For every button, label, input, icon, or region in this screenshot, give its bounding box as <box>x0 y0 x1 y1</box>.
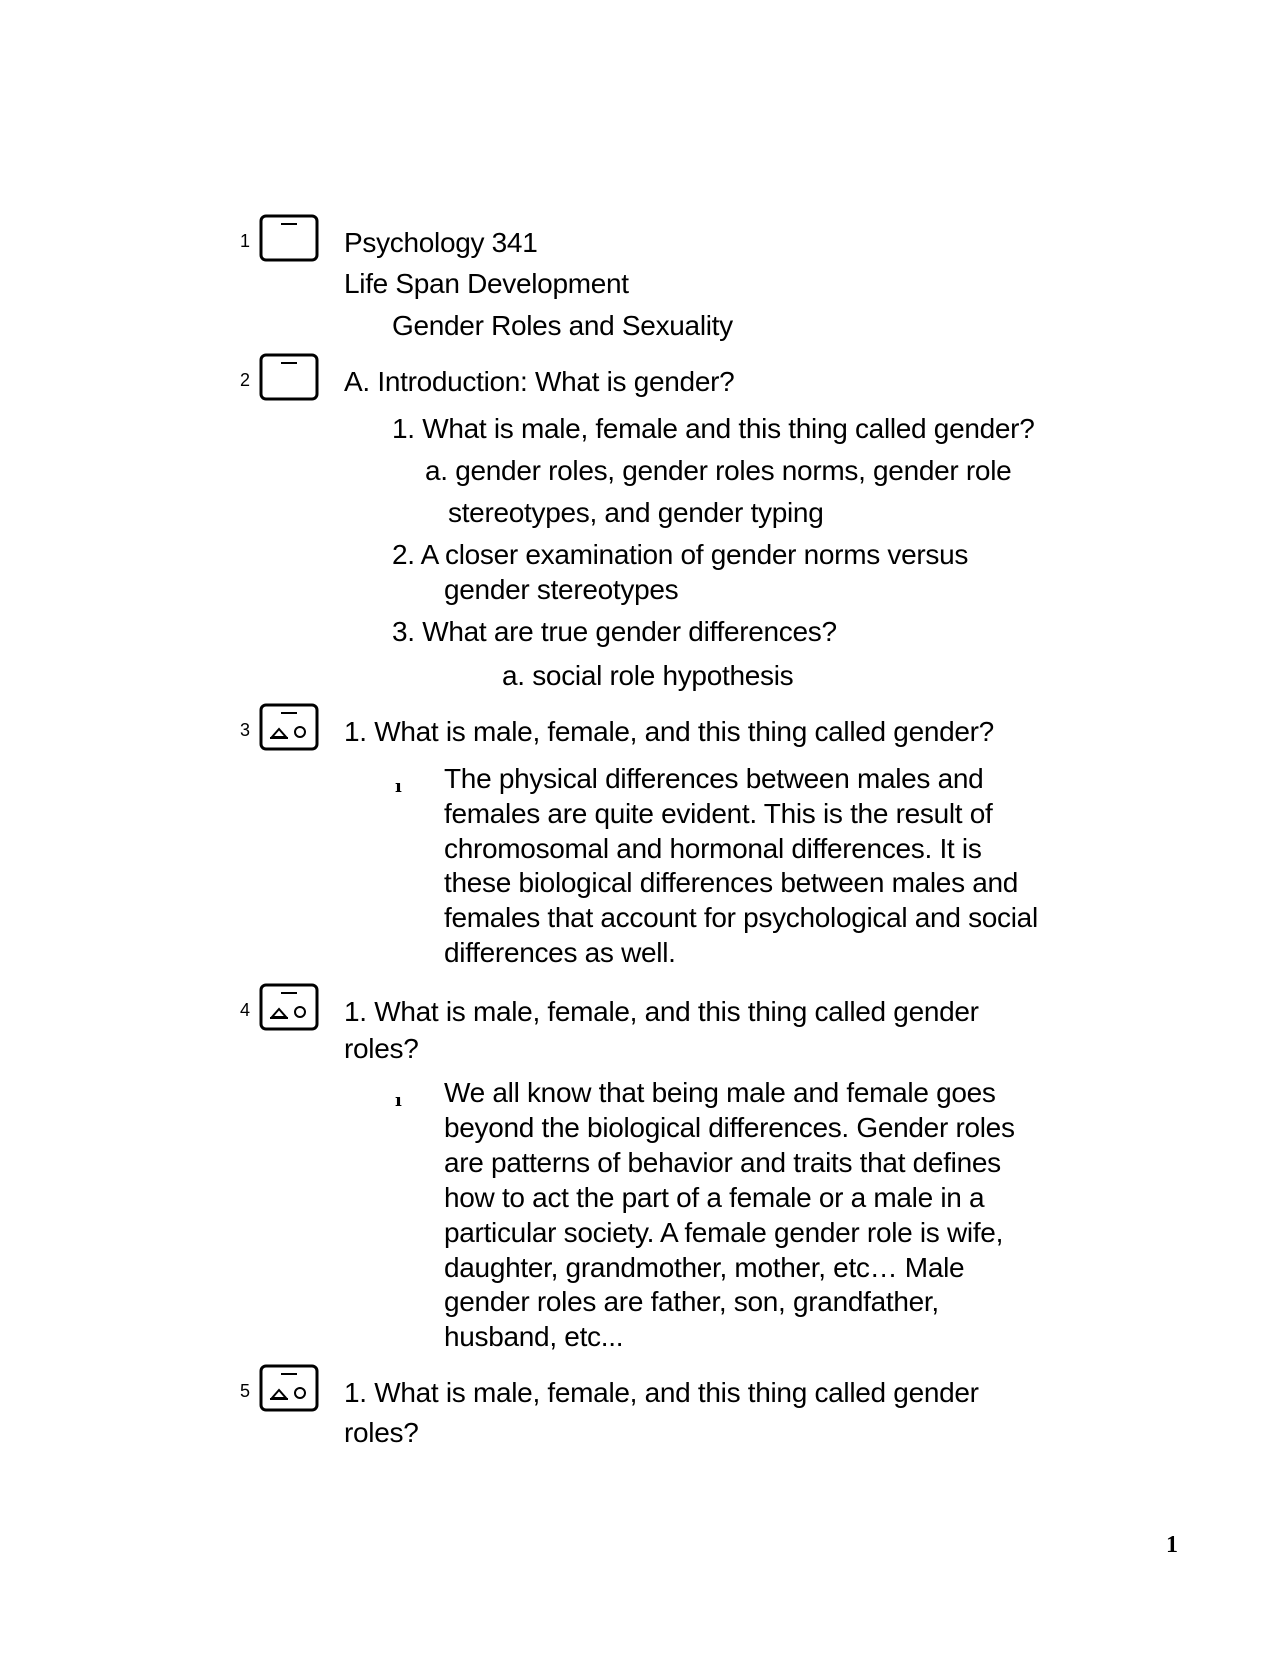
body-line: We all know that being male and female goes <box>444 1077 996 1108</box>
outline-subitem: a. social role hypothesis <box>502 660 794 691</box>
outline-item: 1. What is male, female and this thing called gender? <box>392 413 1035 444</box>
body-line: females are quite evident. This is the result of <box>444 798 993 829</box>
body-line: females that account for psychological and social <box>444 902 1038 933</box>
slide-heading-cont: roles? <box>344 1033 419 1064</box>
outline-heading: A. Introduction: What is gender? <box>344 366 735 397</box>
slide-number: 4 <box>240 1000 251 1020</box>
slide-number: 1 <box>240 231 251 251</box>
outline-item: 2. A closer examination of gender norms versus <box>392 539 969 570</box>
picture-slide-icon[interactable] <box>259 983 319 1031</box>
slide-number: 3 <box>240 720 251 740</box>
outline-subitem-cont: stereotypes, and gender typing <box>448 497 824 528</box>
body-line: are patterns of behavior and traits that defines <box>444 1147 1001 1178</box>
course-title: Psychology 341 <box>344 227 538 258</box>
slide-heading: 1. What is male, female, and this thing called gender <box>344 1377 979 1408</box>
slide-number: 2 <box>240 370 251 390</box>
body-line: how to act the part of a female or a male in a <box>444 1182 985 1213</box>
slide-heading: 1. What is male, female, and this thing called gender? <box>344 716 994 747</box>
outline-item-cont: gender stereotypes <box>444 574 679 605</box>
slide-number: 5 <box>240 1381 251 1401</box>
bullet-icon: ı <box>395 776 402 797</box>
body-line: daughter, grandmother, mother, etc… Male <box>444 1252 965 1283</box>
body-line: differences as well. <box>444 937 676 968</box>
body-line: gender roles are father, son, grandfather, <box>444 1286 939 1317</box>
slide-heading: 1. What is male, female, and this thing called gender <box>344 996 979 1027</box>
picture-slide-icon[interactable] <box>259 703 319 751</box>
outline-subitem: a. gender roles, gender roles norms, gender role <box>425 455 1012 486</box>
bullet-icon: ı <box>395 1090 402 1111</box>
blank-slide-icon[interactable] <box>259 353 319 401</box>
page-number: 1 <box>1166 1532 1178 1558</box>
body-line: these biological differences between males and <box>444 867 1019 898</box>
course-subtitle: Life Span Development <box>344 268 629 299</box>
body-line: particular society. A female gender role is wife, <box>444 1217 1004 1248</box>
blank-slide-icon[interactable] <box>259 214 319 262</box>
body-line: husband, etc... <box>444 1321 624 1352</box>
body-line: beyond the biological differences. Gender roles <box>444 1112 1015 1143</box>
body-line: The physical differences between males and <box>444 763 984 794</box>
slide-heading-cont: roles? <box>344 1417 419 1448</box>
outline-item: 3. What are true gender differences? <box>392 616 837 647</box>
body-line: chromosomal and hormonal differences. It is <box>444 833 982 864</box>
picture-slide-icon[interactable] <box>259 1364 319 1412</box>
lecture-title: Gender Roles and Sexuality <box>392 310 733 341</box>
